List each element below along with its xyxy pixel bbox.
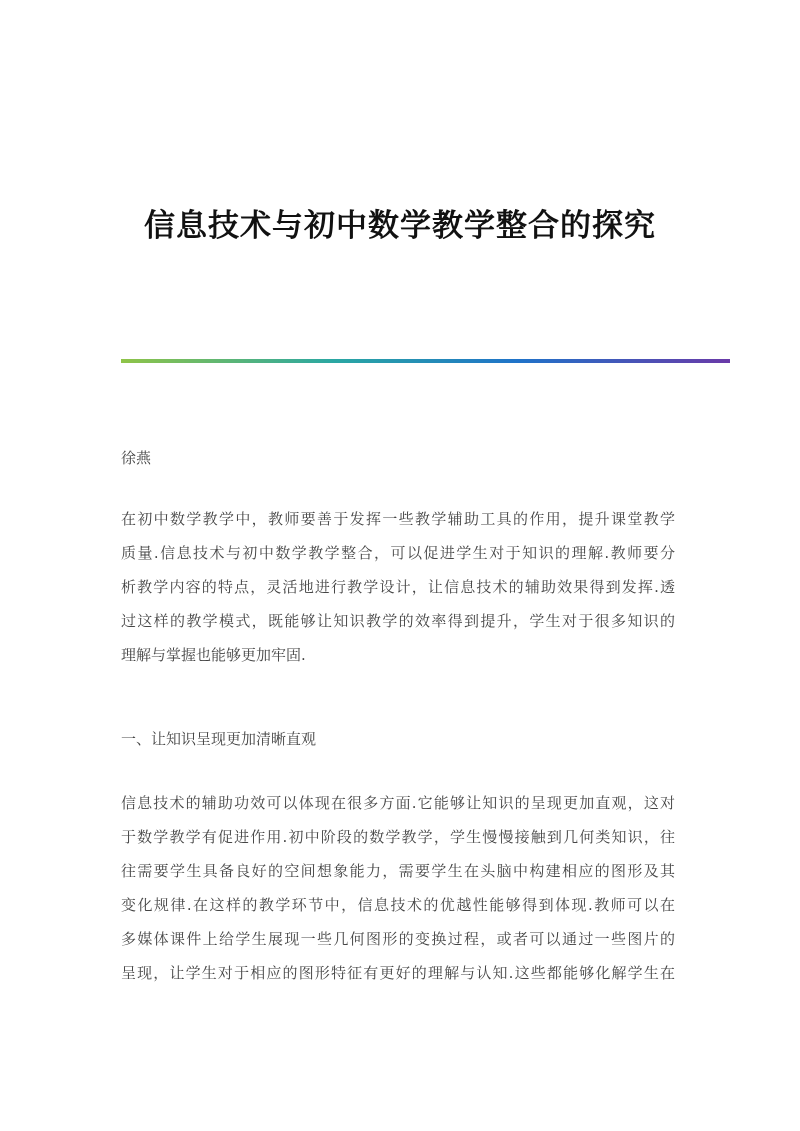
text-line: 多媒体课件上给学生展现一些几何图形的变换过程，或者可以通过一些图片的 bbox=[121, 930, 675, 948]
text-line: 析教学内容的特点，灵活地进行教学设计，让信息技术的辅助效果得到发挥.透 bbox=[121, 578, 675, 596]
section-heading: 一、让知识呈现更加清晰直观 bbox=[121, 730, 317, 748]
text-line: 呈现，让学生对于相应的图形特征有更好的理解与认知.这些都能够化解学生在 bbox=[121, 964, 675, 982]
abstract-paragraph bbox=[121, 502, 681, 672]
text-line: 于数学教学有促进作用.初中阶段的数学教学，学生慢慢接触到几何类知识，往 bbox=[121, 828, 675, 846]
text-line: 质量.信息技术与初中数学教学整合，可以促进学生对于知识的理解.教师要分 bbox=[121, 544, 675, 562]
text-line: 在初中数学教学中，教师要善于发挥一些教学辅助工具的作用，提升课堂教学 bbox=[121, 510, 675, 528]
page-title: 信息技术与初中数学教学整合的探究 bbox=[144, 208, 656, 244]
text-line: 变化规律.在这样的教学环节中，信息技术的优越性能够得到体现.教师可以在 bbox=[121, 896, 675, 914]
text-line: 往需要学生具备良好的空间想象能力，需要学生在头脑中构建相应的图形及其 bbox=[121, 862, 675, 880]
text-line: 理解与掌握也能够更加牢固. bbox=[121, 646, 306, 664]
author-name: 徐燕 bbox=[121, 449, 152, 467]
title-divider bbox=[121, 359, 730, 363]
text-line: 过这样的教学模式，既能够让知识教学的效率得到提升，学生对于很多知识的 bbox=[121, 612, 675, 630]
body-paragraph bbox=[121, 786, 681, 990]
text-line: 信息技术的辅助功效可以体现在很多方面.它能够让知识的呈现更加直观，这对 bbox=[121, 794, 675, 812]
